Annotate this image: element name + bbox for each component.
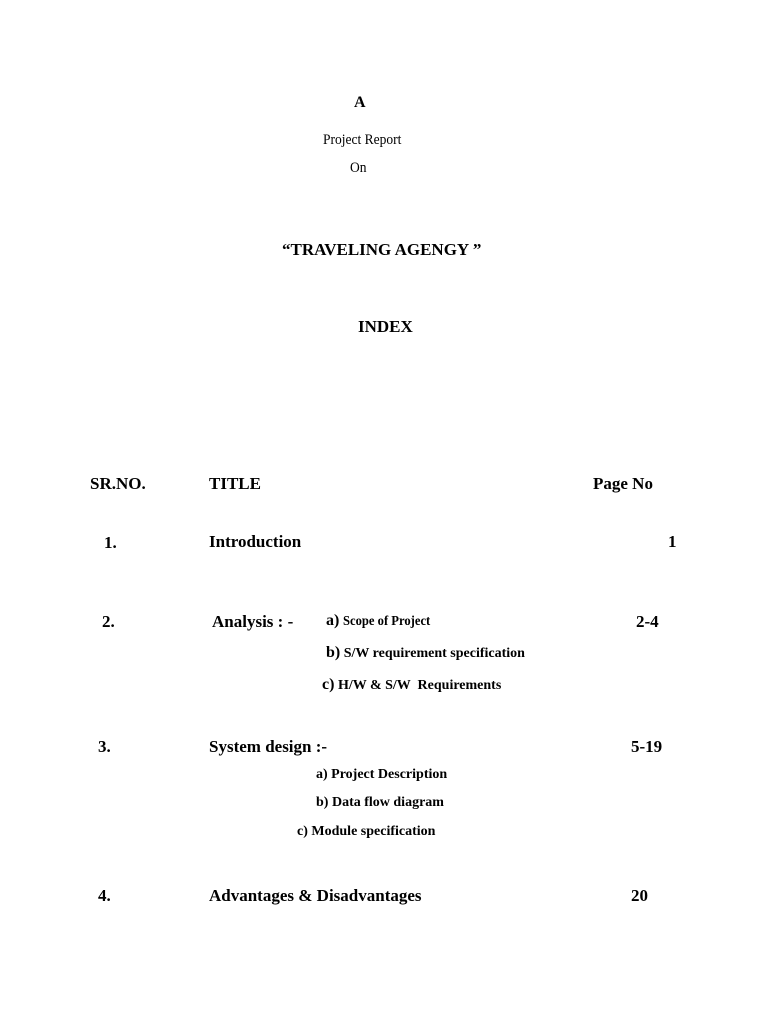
subitem [316, 767, 447, 783]
subitem [326, 644, 525, 662]
column-header-title: TITLE [209, 474, 261, 493]
row-title: Analysis : - [212, 612, 294, 631]
subitem [322, 676, 501, 694]
title-line-project-report-text: Project Report [323, 132, 402, 148]
title-line-on [350, 160, 368, 177]
column-header-sr-no: SR.NO. [90, 474, 146, 493]
project-title: “TRAVELING AGENGY ” [282, 240, 482, 259]
subitem-text: Scope of Project [342, 614, 431, 629]
subitem-text: H/W & S/W Requirements [337, 678, 502, 693]
subitem-letter: b) [326, 644, 341, 661]
row-title: Advantages & Disadvantages [209, 886, 422, 905]
row-page: 5-19 [631, 737, 663, 756]
row-page: 20 [631, 886, 648, 905]
row-page: 2-4 [636, 612, 659, 631]
title-line-project-report [323, 132, 410, 149]
subitem-letter: a) [326, 612, 340, 629]
row-number: 4. [98, 886, 111, 905]
title-line-a: A [354, 94, 366, 111]
index-heading: INDEX [358, 317, 413, 336]
row-title: System design :- [209, 737, 328, 756]
subitem-letter: a) [316, 767, 328, 782]
row-number: 3. [98, 737, 111, 756]
subitem-text: S/W requirement specification [343, 646, 525, 661]
subitem [316, 795, 444, 811]
column-header-page-no: Page No [593, 474, 653, 493]
subitem-letter: c) [297, 824, 308, 839]
subitem-text: Data flow diagram [331, 795, 444, 810]
subitem-letter: c) [322, 676, 335, 693]
subitem-text: Module specification [311, 824, 436, 839]
row-number: 1. [104, 533, 117, 552]
subitem-text: Project Description [331, 767, 448, 782]
row-title: Introduction [209, 532, 302, 551]
subitem [297, 824, 435, 840]
row-page: 1 [668, 532, 677, 551]
subitem [326, 612, 440, 630]
row-number: 2. [102, 612, 115, 631]
title-line-on-text: On [350, 160, 367, 176]
subitem-letter: b) [316, 795, 329, 810]
